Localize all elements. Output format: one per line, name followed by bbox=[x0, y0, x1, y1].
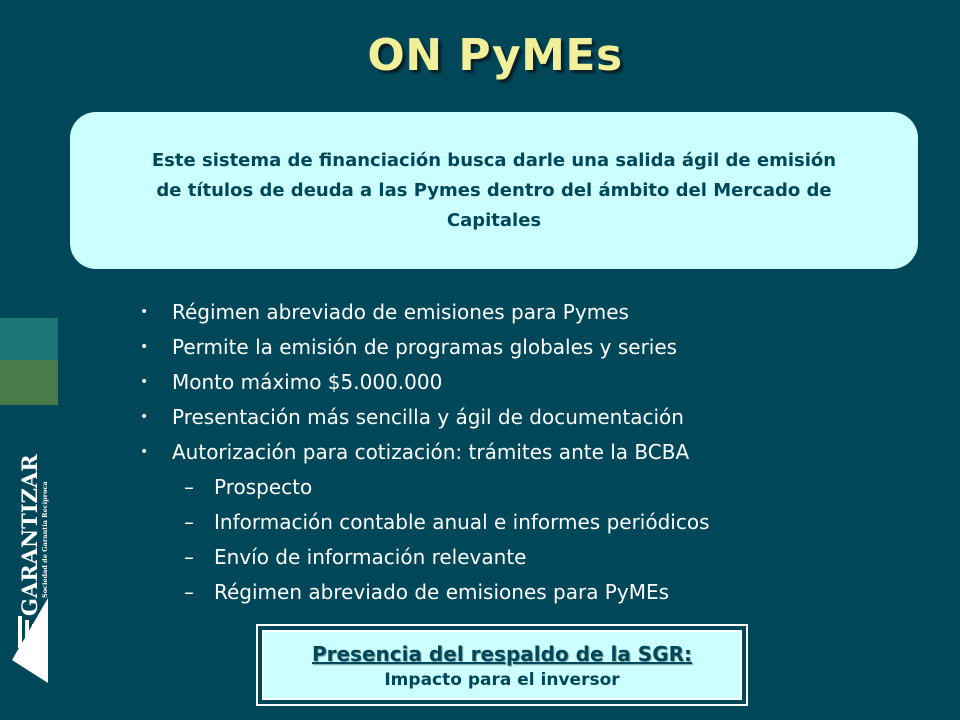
sub-list-item bbox=[138, 574, 898, 609]
dash-marker: – bbox=[184, 544, 194, 569]
list-item-text: Presentación más sencilla y ágil de documentación bbox=[172, 404, 684, 429]
sub-list-item-text: Envío de información relevante bbox=[214, 544, 527, 569]
logo-tagline: Sociedad de Garantía Recíproca bbox=[41, 481, 49, 598]
footer-callout-inner bbox=[262, 630, 742, 700]
list-item bbox=[138, 399, 898, 434]
logo-name: GARANTIZAR bbox=[17, 454, 42, 616]
bullet-marker: • bbox=[140, 443, 149, 460]
list-item-text: Autorización para cotización: trámites ante la BCBA bbox=[172, 439, 690, 464]
bullet-marker: • bbox=[140, 408, 149, 425]
list-item bbox=[138, 434, 898, 469]
sub-list-item bbox=[138, 539, 898, 574]
content-list bbox=[138, 294, 898, 609]
dash-marker: – bbox=[184, 579, 194, 604]
intro-box bbox=[70, 112, 918, 269]
sub-list-item-text: Información contable anual e informes periódicos bbox=[214, 509, 710, 534]
garantizar-logo-graphic bbox=[4, 448, 64, 688]
list-item bbox=[138, 329, 898, 364]
list-item-text: Permite la emisión de programas globales y series bbox=[172, 334, 678, 359]
garantizar-logo bbox=[4, 448, 64, 688]
slide-title: ON PyMEs bbox=[367, 30, 623, 81]
sub-list-item-text: Prospecto bbox=[214, 474, 313, 499]
intro-text: Este sistema de financiación busca darle una salida ágil de emisión de títulos de deuda a las Pymes dentro del ámbito del Mercado de Capitales bbox=[151, 149, 837, 231]
footer-callout bbox=[256, 624, 748, 706]
dash-marker: – bbox=[184, 509, 194, 534]
sub-list-item bbox=[138, 469, 898, 504]
footer-title: Presencia del respaldo de la SGR: bbox=[311, 642, 693, 666]
dash-marker: – bbox=[184, 474, 194, 499]
accent-square-teal bbox=[0, 318, 58, 360]
list-item-text: Monto máximo $5.000.000 bbox=[172, 369, 443, 394]
accent-square-green bbox=[0, 360, 58, 405]
list-item bbox=[138, 294, 898, 329]
bullet-marker: • bbox=[140, 373, 149, 390]
list-item-text: Régimen abreviado de emisiones para Pymes bbox=[172, 299, 629, 324]
bullet-marker: • bbox=[140, 338, 149, 355]
footer-subtitle: Impacto para el inversor bbox=[384, 670, 620, 690]
list-item bbox=[138, 364, 898, 399]
sub-list-item bbox=[138, 504, 898, 539]
bullet-marker: • bbox=[140, 303, 149, 320]
sub-list-item-text: Régimen abreviado de emisiones para PyMEs bbox=[214, 579, 670, 604]
